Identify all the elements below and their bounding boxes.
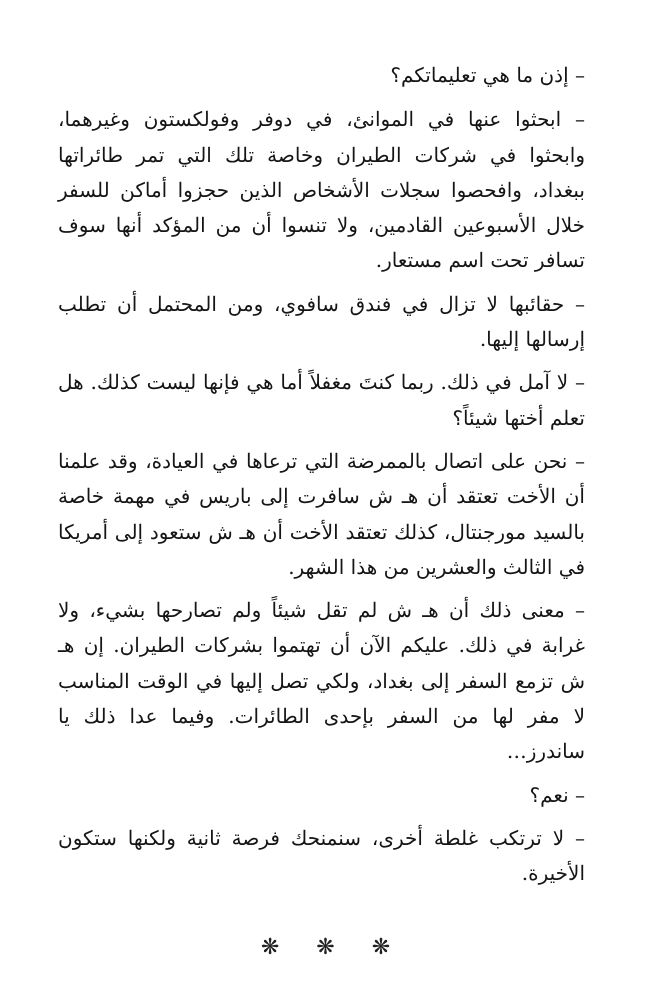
dialogue-paragraph-7: – نعم؟ — [529, 782, 585, 807]
dialogue-paragraph-1: – إذن ما هي تعليماتكم؟ — [390, 63, 585, 87]
dialogue-paragraph-3: – حقائبها لا تزال في فندق سافوي، ومن المحتمل أن تطلب إرسالها إليها. — [58, 291, 585, 352]
dialogue-paragraph-6: – معنى ذلك أن هـ ش لم تقل شيئاً ولم تصارحها بشيء، ولا غرابة في ذلك. عليكم الآن أن تهتموا بشركات الطيران. إن هـ ش تزمع السفر إلى بغداد، ولكي تصل إليها في الوقت المناسب لا مفر لها من السفر بإحدى الطائرات. وفيما عدا ذلك يا ساندرز… — [58, 598, 586, 764]
dialogue-paragraph-2: – ابحثوا عنها في الموانئ، في دوفر وفولكستون وغيرهما، وابحثوا في شركات الطيران وخاصة تلك التي تمر طائراتها ببغداد، وافحصوا سجلات الأشخاص الذين حجزوا أماكن للسفر خلال الأسبوعين القادمين، ولا تنسوا أن من المؤكد أنها سوف تسافر تحت اسم مستعار. — [58, 107, 585, 273]
section-separator — [0, 935, 651, 960]
dialogue-paragraph-5: – نحن على اتصال بالممرضة التي ترعاها في العيادة، وقد علمنا أن الأخت تعتقد أن هـ ش سافرت إلى باريس في مهمة خاصة بالسيد مورجنتال، كذلك تعتقد الأخت أن هـ ش ستعود إلى أمريكا في الثالث والعشرين من هذا الشهر. — [58, 448, 586, 579]
dialogue-paragraph-8: – لا ترتكب غلطة أخرى، سنمنحك فرصة ثانية ولكنها ستكون الأخيرة. — [58, 825, 585, 886]
dialogue-paragraph-4: – لا آمل في ذلك. ربما كنتَ مغفلاً أما هي فإنها ليست كذلك. هل تعلم أختها شيئاً؟ — [58, 370, 585, 430]
separator-star-icon: ❋ — [371, 935, 391, 960]
separator-star-icon: ❋ — [316, 935, 335, 960]
separator-star-icon: ❋ — [260, 935, 280, 960]
book-page-text — [58, 58, 585, 900]
